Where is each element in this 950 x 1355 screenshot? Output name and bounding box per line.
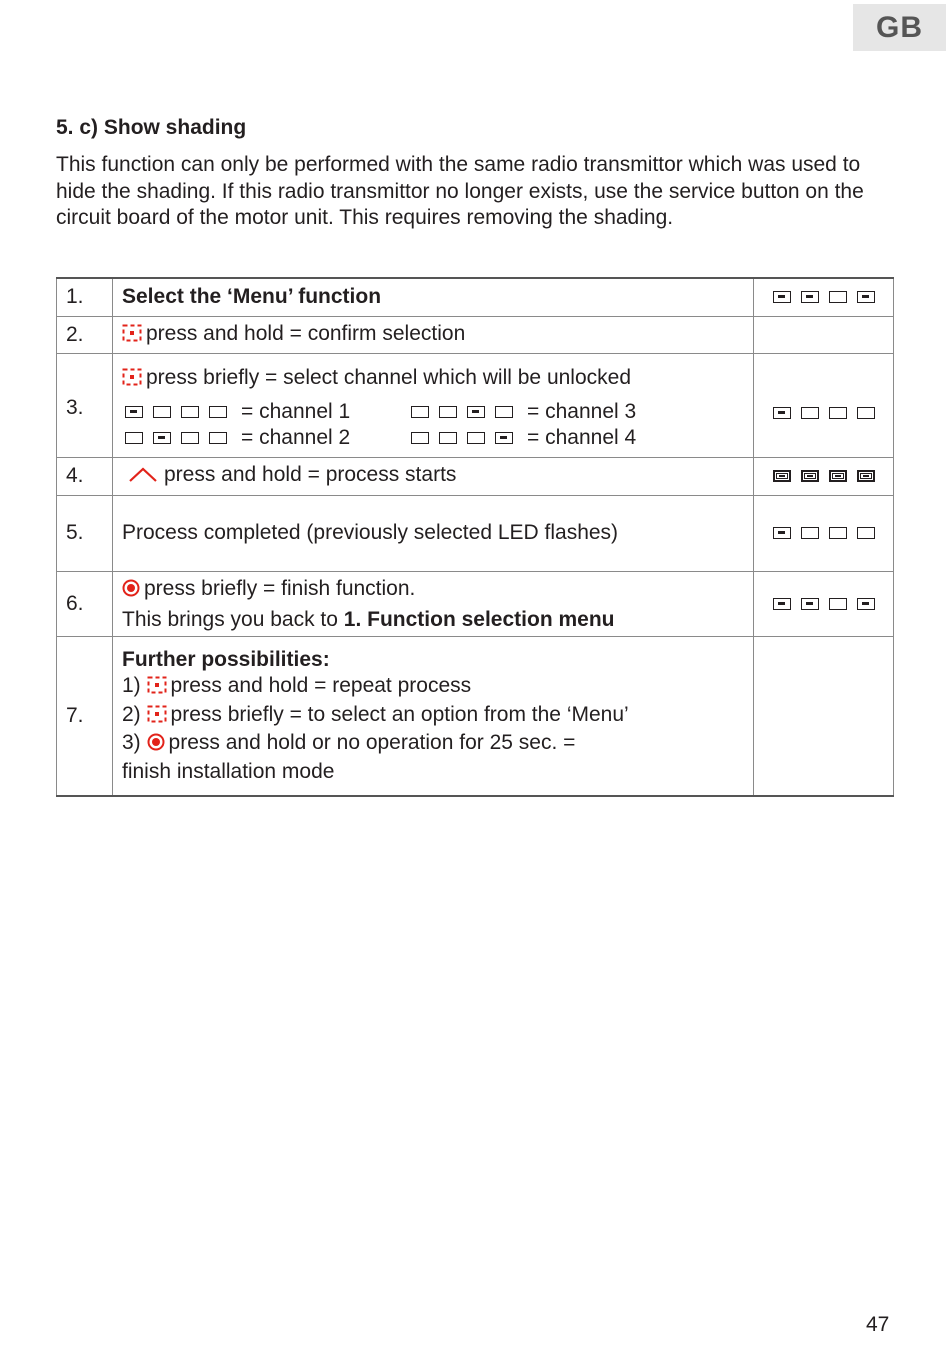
led-flashing-icon [829,470,847,482]
led-off-icon [857,527,875,539]
led-on-icon [495,432,513,444]
led-indicator [754,278,894,316]
table-row [57,278,894,316]
led-off-icon [829,407,847,419]
led-on-icon [467,406,485,418]
table-row [57,636,894,796]
table-row [57,571,894,636]
stop-button-icon [147,704,167,731]
led-off-icon [439,406,457,418]
led-indicator [754,495,894,571]
led-off-icon [829,527,847,539]
table-row [57,495,894,571]
steps-table [56,277,894,797]
led-off-icon [495,406,513,418]
led-on-icon [125,406,143,418]
led-on-icon [773,291,791,303]
stop-button-icon [122,324,142,348]
led-on-icon [773,598,791,610]
led-on-icon [801,598,819,610]
intro-paragraph: This function can only be performed with the same radio transmittor which was used to hide the shading. If this radio transmittor no longer exists, use the service button on the circuit board of the motor unit. This requires removing the shading. [56,153,864,229]
step-number: 7. [57,636,113,796]
channel-legend [122,400,753,450]
section-title: 5. c) Show shading [56,116,247,139]
led-off-icon [411,432,429,444]
table-row [57,353,894,457]
led-on-icon [773,407,791,419]
step-text: press and hold = process starts [113,457,754,495]
led-indicator [754,353,894,457]
led-off-icon [829,291,847,303]
led-on-icon [773,527,791,539]
led-indicator [754,316,894,353]
list-item: 3) press and hold or no operation for 25 sec. = [122,730,753,759]
led-on-icon [857,291,875,303]
led-indicator [754,571,894,636]
led-flashing-icon [773,470,791,482]
record-button-icon [122,576,140,605]
stop-button-icon [122,368,142,392]
led-on-icon [857,598,875,610]
step-number: 1. [57,278,113,316]
led-on-icon [153,432,171,444]
led-off-icon [829,598,847,610]
led-off-icon [181,432,199,444]
list-item: finish installation mode [122,759,335,783]
led-off-icon [209,432,227,444]
step-text: Select the ‘Menu’ function [113,278,754,316]
led-off-icon [801,407,819,419]
step-number: 3. [57,353,113,457]
step-text: press briefly = select channel which will be unlocked = channel 1 = channel 3 = channel 2 = channel 4 [113,353,754,457]
led-off-icon [153,406,171,418]
record-button-icon [147,732,165,759]
led-off-icon [467,432,485,444]
step-text: press and hold = confirm selection [113,316,754,353]
table-row [57,457,894,495]
channel-1: = channel 1 [125,400,411,424]
step-number: 6. [57,571,113,636]
step-number: 2. [57,316,113,353]
step-text [113,636,754,796]
step-text: press briefly = finish function. This brings you back to 1. Function selection menu [113,571,754,636]
list-item: 1) press and hold = repeat process [122,673,753,702]
channel-3: = channel 3 [411,400,671,424]
led-flashing-icon [857,470,875,482]
led-on-icon [801,291,819,303]
led-off-icon [209,406,227,418]
led-off-icon [439,432,457,444]
led-indicator [754,636,894,796]
step-number: 5. [57,495,113,571]
channel-4: = channel 4 [411,426,671,450]
further-heading: Further possibilities: [122,647,330,671]
channel-2: = channel 2 [125,426,411,450]
led-off-icon [181,406,199,418]
led-off-icon [857,407,875,419]
language-tab: GB [853,4,946,51]
up-arrow-icon [128,465,158,489]
led-flashing-icon [801,470,819,482]
table-row [57,316,894,353]
step-number: 4. [57,457,113,495]
page-number: 47 [866,1313,890,1336]
led-off-icon [801,527,819,539]
stop-button-icon [147,675,167,702]
led-off-icon [411,406,429,418]
list-item: 2) press briefly = to select an option from the ‘Menu’ [122,702,753,731]
led-indicator [754,457,894,495]
step-text: Process completed (previously selected LED flashes) [113,495,754,571]
led-off-icon [125,432,143,444]
